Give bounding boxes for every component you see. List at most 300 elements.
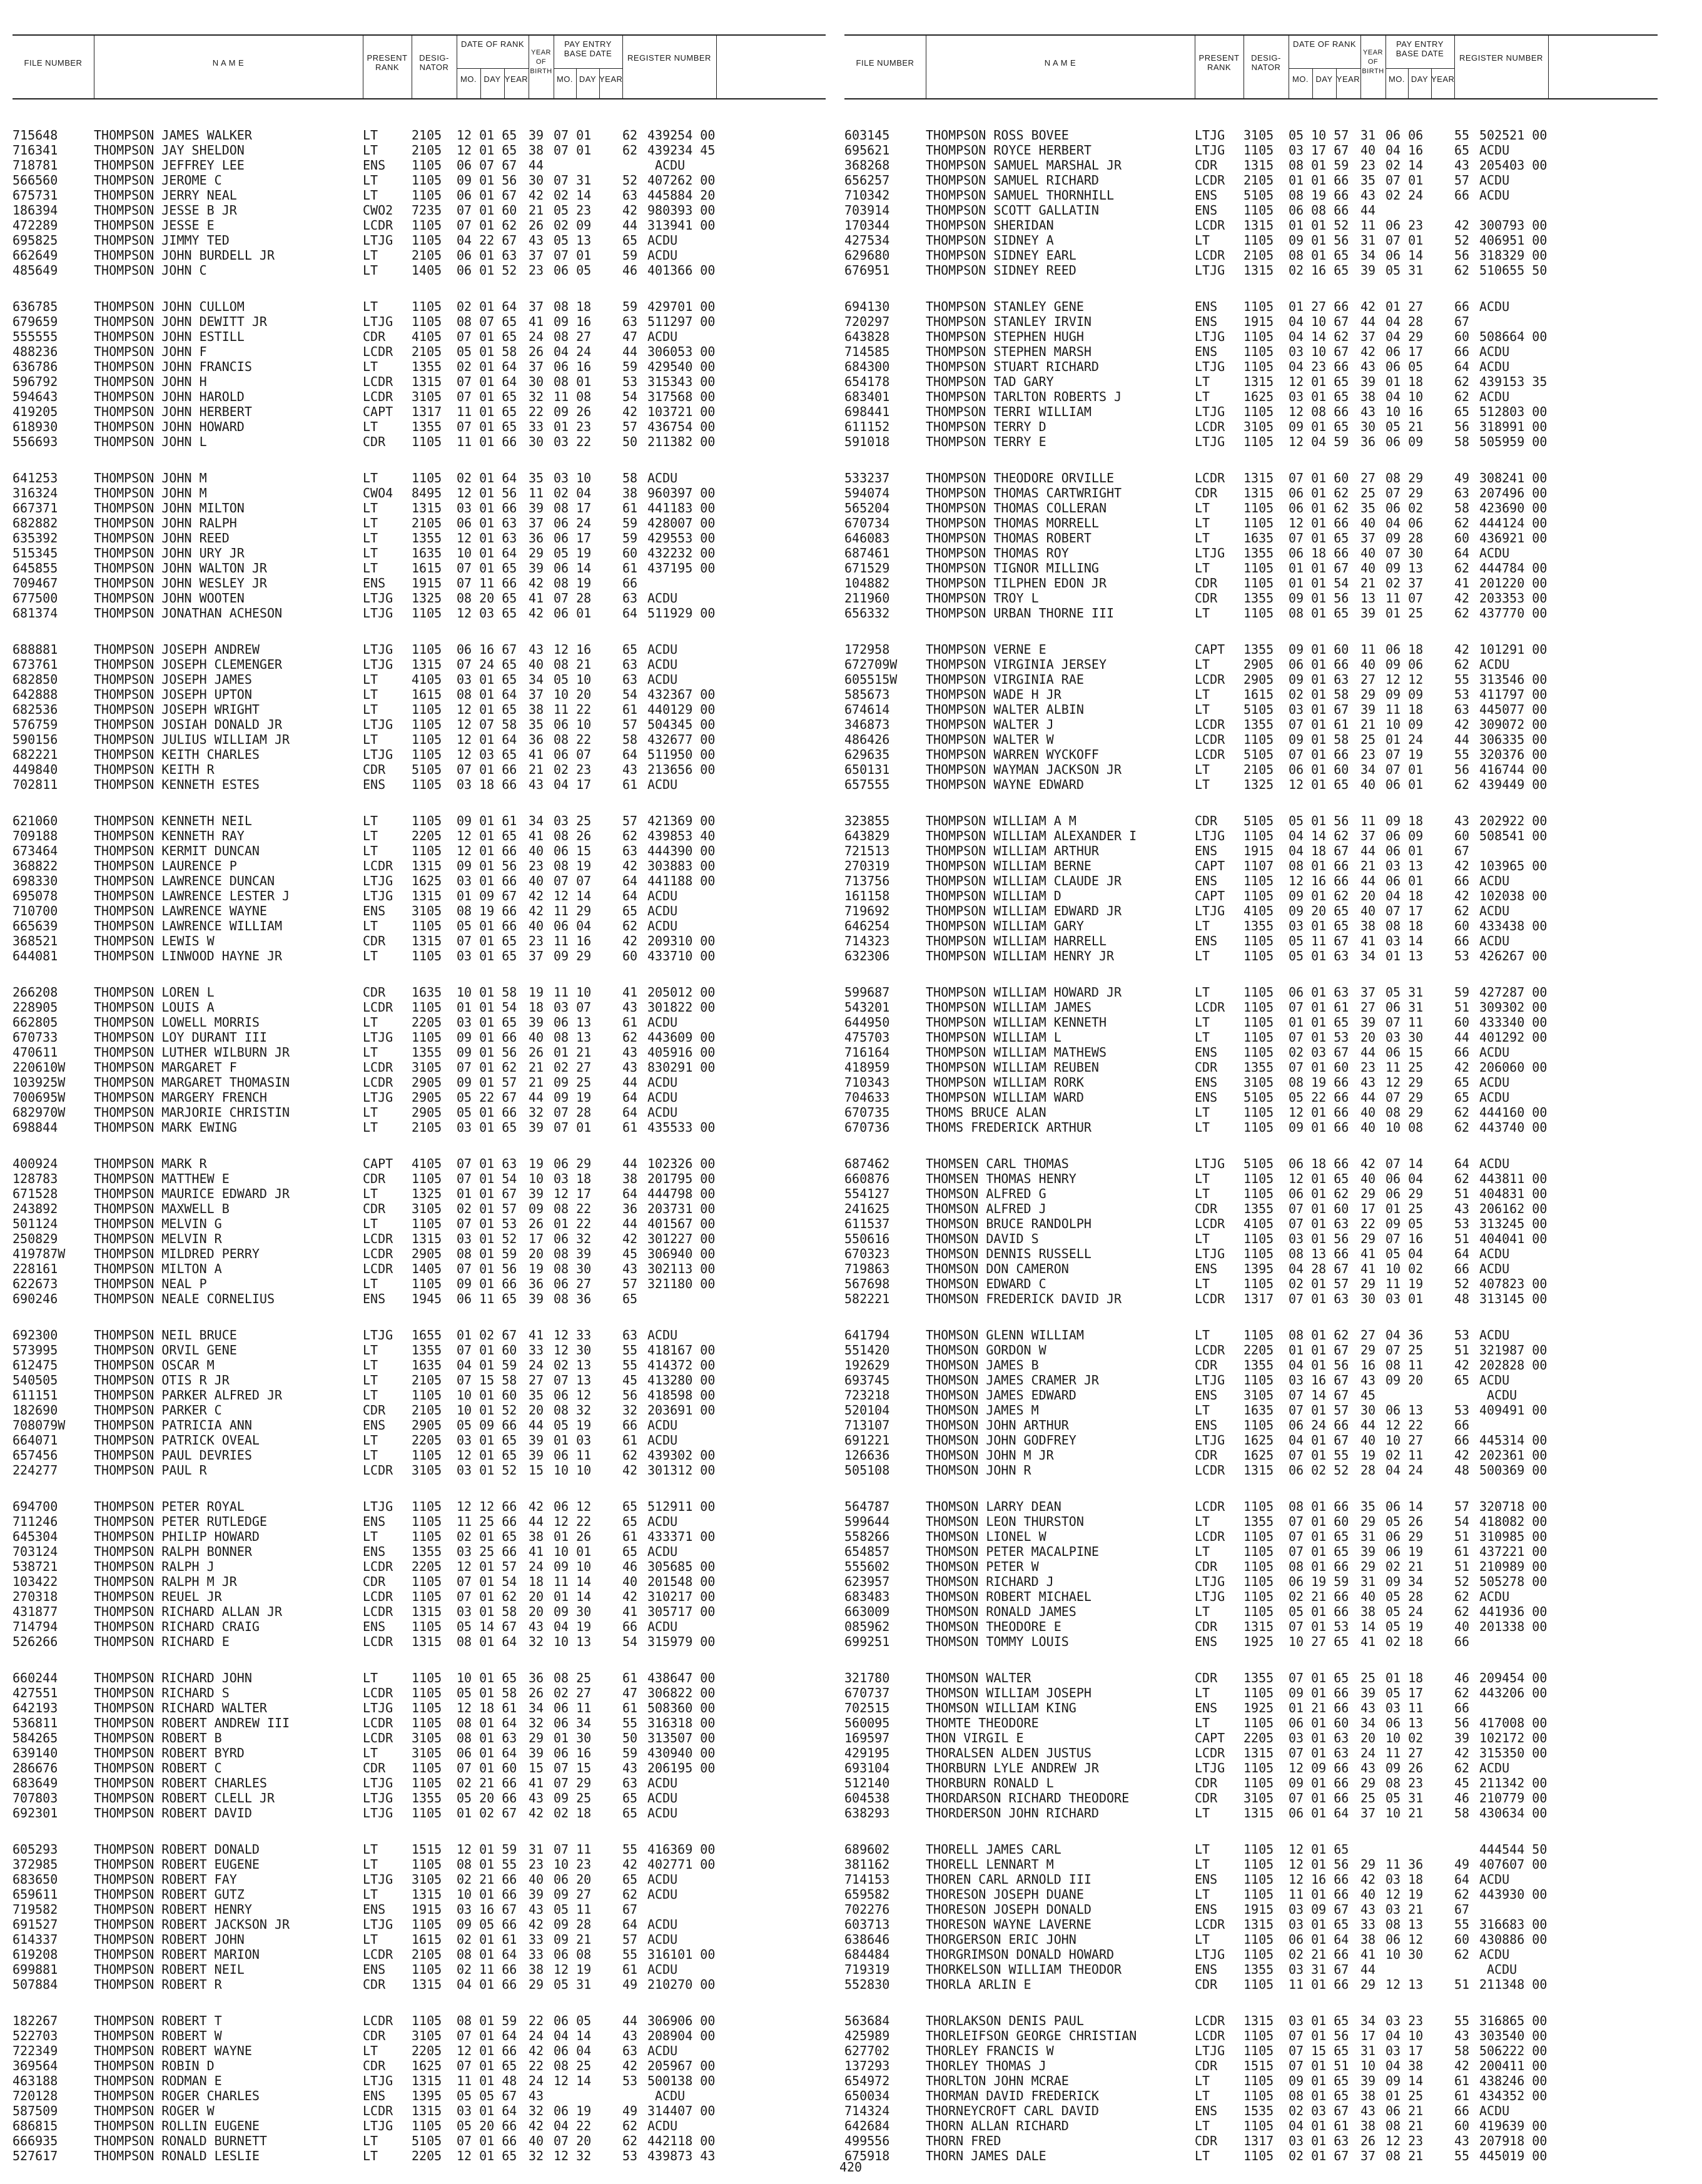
table-row bbox=[844, 1514, 1658, 1529]
register-number: ACDU bbox=[647, 1775, 678, 1790]
designator: 2905 bbox=[1244, 672, 1274, 687]
pay-entry-year: 62 bbox=[622, 128, 638, 143]
designator: 1635 bbox=[412, 985, 442, 1000]
designator: 1105 bbox=[412, 1700, 442, 1715]
register-number: ACDU bbox=[647, 1105, 678, 1120]
table-row bbox=[13, 747, 826, 762]
officer-name: THOMPSON MARGARET THOMASIN bbox=[94, 1075, 290, 1090]
officer-name: THOMSON JOHN GODFREY bbox=[926, 1433, 1076, 1448]
date-of-rank: 12 01 63 bbox=[457, 531, 517, 546]
pay-entry-year: 43 bbox=[1454, 1201, 1470, 1216]
date-of-rank: 03 01 65 bbox=[457, 1120, 517, 1135]
designator: 1625 bbox=[1244, 1448, 1274, 1463]
officer-name: THOMPSON JOHN L bbox=[94, 434, 207, 449]
designator: 1105 bbox=[412, 2013, 442, 2028]
register-number: 306906 00 bbox=[647, 2013, 716, 2028]
pay-entry-year: 49 bbox=[1454, 470, 1470, 485]
pay-entry-date: 11 14 bbox=[554, 1574, 592, 1589]
pay-entry-year: 52 bbox=[1454, 233, 1470, 248]
entry-block bbox=[13, 1328, 826, 1478]
present-rank: ENS bbox=[1195, 843, 1218, 858]
year-of-birth: 09 bbox=[529, 1201, 544, 1216]
table-row bbox=[13, 1186, 826, 1201]
year-of-birth: 35 bbox=[1360, 173, 1376, 188]
designator: 1105 bbox=[412, 314, 442, 329]
pay-entry-date: 09 14 bbox=[1385, 2073, 1424, 2088]
present-rank: LCDR bbox=[363, 374, 393, 389]
file-number: 657456 bbox=[13, 1448, 58, 1463]
officer-name: THOMPSON WILLIAM BERNE bbox=[926, 858, 1092, 873]
present-rank: CDR bbox=[363, 762, 386, 777]
pay-entry-year: 57 bbox=[622, 1276, 638, 1291]
header-year-of-birth: YEAR OF BIRTH bbox=[530, 49, 552, 75]
pay-entry-year: 43 bbox=[622, 1045, 638, 1060]
designator: 2905 bbox=[412, 1105, 442, 1120]
file-number: 591018 bbox=[844, 434, 890, 449]
year-of-birth: 42 bbox=[529, 188, 544, 203]
pay-entry-year: 62 bbox=[1454, 1589, 1470, 1604]
entry-block bbox=[13, 470, 826, 621]
file-number: 691221 bbox=[844, 1433, 890, 1448]
table-row bbox=[844, 516, 1658, 531]
officer-name: THOMPSON PATRICIA ANN bbox=[94, 1418, 252, 1433]
file-number: 719863 bbox=[844, 1261, 890, 1276]
right-table-header bbox=[844, 34, 1658, 99]
date-of-rank: 03 01 65 bbox=[457, 948, 517, 963]
designator: 3105 bbox=[412, 1872, 442, 1887]
table-row bbox=[844, 933, 1658, 948]
officer-name: THOMPSON STUART RICHARD bbox=[926, 359, 1099, 374]
register-number: 315350 00 bbox=[1479, 1745, 1548, 1760]
register-number: 320376 00 bbox=[1479, 747, 1548, 762]
pay-entry-date: 07 01 bbox=[1385, 762, 1424, 777]
table-row bbox=[13, 948, 826, 963]
pay-entry-date: 10 02 bbox=[1385, 1730, 1424, 1745]
table-row bbox=[13, 1276, 826, 1291]
present-rank: LTJG bbox=[1195, 1373, 1225, 1388]
officer-name: THOMPSON LEWIS W bbox=[94, 933, 215, 948]
designator: 5105 bbox=[1244, 813, 1274, 828]
table-row bbox=[844, 1902, 1658, 1917]
designator: 1105 bbox=[412, 1448, 442, 1463]
designator: 2105 bbox=[412, 248, 442, 263]
pay-entry-year: 64 bbox=[1454, 359, 1470, 374]
pay-entry-year: 60 bbox=[1454, 1015, 1470, 1030]
pay-entry-year: 52 bbox=[1454, 1574, 1470, 1589]
file-number: 670736 bbox=[844, 1120, 890, 1135]
year-of-birth: 39 bbox=[529, 1745, 544, 1760]
year-of-birth: 23 bbox=[529, 263, 544, 278]
present-rank: CDR bbox=[363, 1171, 386, 1186]
file-number: 381162 bbox=[844, 1857, 890, 1872]
present-rank: CDR bbox=[1195, 1060, 1218, 1075]
file-number: 161158 bbox=[844, 888, 890, 903]
date-of-rank: 07 01 62 bbox=[457, 1060, 517, 1075]
officer-name: THOMPSON STANLEY IRVIN bbox=[926, 314, 1092, 329]
register-number bbox=[1479, 1700, 1573, 1715]
register-number: ACDU bbox=[1479, 933, 1510, 948]
pay-entry-year: 42 bbox=[1454, 591, 1470, 606]
year-of-birth: 18 bbox=[529, 1574, 544, 1589]
officer-name: THORLEIFSON GEORGE CHRISTIAN bbox=[926, 2028, 1137, 2043]
header-day: DAY bbox=[1315, 74, 1333, 84]
pay-entry-date: 06 09 bbox=[1385, 434, 1424, 449]
table-row bbox=[13, 516, 826, 531]
year-of-birth: 40 bbox=[1360, 516, 1376, 531]
designator: 1105 bbox=[412, 434, 442, 449]
officer-name: THOMPSON ROBERT B bbox=[94, 1730, 222, 1745]
pay-entry-date: 08 13 bbox=[1385, 1917, 1424, 1932]
header-file-number: FILE NUMBER bbox=[856, 58, 914, 68]
register-number: 508360 00 bbox=[647, 1700, 716, 1715]
file-number: 677500 bbox=[13, 591, 58, 606]
file-number: 645855 bbox=[13, 561, 58, 576]
pay-entry-date: 12 23 bbox=[1385, 2133, 1424, 2148]
file-number: 368822 bbox=[13, 858, 58, 873]
register-number: 310217 00 bbox=[647, 1589, 716, 1604]
register-number: ACDU bbox=[647, 1418, 678, 1433]
pay-entry-year: 52 bbox=[1454, 1276, 1470, 1291]
pay-entry-year: 43 bbox=[622, 1000, 638, 1015]
designator: 1405 bbox=[412, 1261, 442, 1276]
pay-entry-date: 06 15 bbox=[1385, 1045, 1424, 1060]
pay-entry-date: 08 17 bbox=[554, 500, 592, 516]
pay-entry-date: 02 14 bbox=[1385, 158, 1424, 173]
designator: 1105 bbox=[412, 1962, 442, 1977]
file-number: 566560 bbox=[13, 173, 58, 188]
present-rank: ENS bbox=[363, 576, 386, 591]
year-of-birth: 24 bbox=[529, 329, 544, 344]
pay-entry-date: 09 16 bbox=[554, 314, 592, 329]
header-designator: DESIG-NATOR bbox=[1251, 53, 1281, 72]
table-row bbox=[844, 747, 1658, 762]
year-of-birth: 39 bbox=[529, 1291, 544, 1306]
present-rank: LT bbox=[1195, 2118, 1210, 2133]
designator: 1105 bbox=[1244, 1589, 1274, 1604]
present-rank: LT bbox=[363, 1373, 378, 1388]
year-of-birth: 40 bbox=[1360, 1105, 1376, 1120]
date-of-rank: 03 01 52 bbox=[457, 1463, 517, 1478]
date-of-rank: 06 01 63 bbox=[457, 248, 517, 263]
register-number: 435533 00 bbox=[647, 1120, 716, 1135]
date-of-rank: 05 01 56 bbox=[1289, 813, 1349, 828]
pay-entry-year: 42 bbox=[1454, 218, 1470, 233]
table-row bbox=[13, 404, 826, 419]
register-number: 208904 00 bbox=[647, 2028, 716, 2043]
table-row bbox=[844, 2118, 1658, 2133]
present-rank: LTJG bbox=[1195, 434, 1225, 449]
date-of-rank: 12 01 66 bbox=[1289, 1105, 1349, 1120]
date-of-rank: 07 01 54 bbox=[457, 1574, 517, 1589]
present-rank: LT bbox=[363, 1105, 378, 1120]
pay-entry-date: 08 22 bbox=[554, 732, 592, 747]
pay-entry-date: 06 13 bbox=[554, 1015, 592, 1030]
officer-name: THOMPSON JEFFREY LEE bbox=[94, 158, 245, 173]
year-of-birth: 41 bbox=[529, 314, 544, 329]
officer-name: THOMPSON JAMES WALKER bbox=[94, 128, 252, 143]
date-of-rank: 03 01 67 bbox=[1289, 702, 1349, 717]
pay-entry-date: 12 16 bbox=[554, 642, 592, 657]
officer-name: THOMPSON SAMUEL MARSHAL JR bbox=[926, 158, 1122, 173]
pay-entry-date: 03 30 bbox=[1385, 1030, 1424, 1045]
year-of-birth: 44 bbox=[529, 1090, 544, 1105]
pay-entry-date: 11 08 bbox=[554, 389, 592, 404]
file-number: 702276 bbox=[844, 1902, 890, 1917]
pay-entry-date: 08 19 bbox=[554, 858, 592, 873]
year-of-birth: 25 bbox=[1360, 732, 1376, 747]
present-rank: LTJG bbox=[1195, 128, 1225, 143]
year-of-birth: 44 bbox=[529, 1514, 544, 1529]
designator: 1105 bbox=[1244, 1373, 1274, 1388]
file-number: 636785 bbox=[13, 299, 58, 314]
year-of-birth: 24 bbox=[529, 2028, 544, 2043]
designator: 1105 bbox=[1244, 873, 1274, 888]
left-column bbox=[13, 34, 826, 2163]
year-of-birth: 41 bbox=[529, 1775, 544, 1790]
present-rank: LCDR bbox=[363, 1246, 393, 1261]
pay-entry-year: 62 bbox=[622, 2133, 638, 2148]
officer-name: THOMPSON SIDNEY REED bbox=[926, 263, 1076, 278]
officer-name: THOMSON GLENN WILLIAM bbox=[926, 1328, 1084, 1343]
designator: 1105 bbox=[1244, 1105, 1274, 1120]
file-number: 638293 bbox=[844, 1806, 890, 1821]
date-of-rank: 06 01 62 bbox=[1289, 500, 1349, 516]
present-rank: LT bbox=[1195, 1715, 1210, 1730]
year-of-birth: 18 bbox=[529, 1000, 544, 1015]
file-number: 714153 bbox=[844, 1872, 890, 1887]
pay-entry-year: 60 bbox=[622, 546, 638, 561]
date-of-rank: 06 24 66 bbox=[1289, 1418, 1349, 1433]
designator: 1315 bbox=[412, 1231, 442, 1246]
year-of-birth: 11 bbox=[1360, 642, 1376, 657]
table-row bbox=[844, 1015, 1658, 1030]
file-number: 635392 bbox=[13, 531, 58, 546]
year-of-birth: 31 bbox=[1360, 1574, 1376, 1589]
table-row bbox=[13, 1730, 826, 1745]
present-rank: LT bbox=[1195, 687, 1210, 702]
designator: 1915 bbox=[412, 1902, 442, 1917]
pay-entry-year: 53 bbox=[1454, 1328, 1470, 1343]
table-row bbox=[13, 2028, 826, 2043]
table-row bbox=[13, 1120, 826, 1135]
pay-entry-date: 11 29 bbox=[554, 903, 592, 918]
table-row bbox=[13, 672, 826, 687]
file-number: 710342 bbox=[844, 188, 890, 203]
pay-entry-date: 08 13 bbox=[554, 1030, 592, 1045]
pay-entry-date: 02 27 bbox=[554, 1685, 592, 1700]
year-of-birth: 26 bbox=[529, 1685, 544, 1700]
register-number: ACDU bbox=[1479, 1373, 1510, 1388]
pay-entry-date: 07 29 bbox=[1385, 485, 1424, 500]
table-row bbox=[844, 858, 1658, 873]
present-rank: LTJG bbox=[1195, 1947, 1225, 1962]
present-rank: LT bbox=[363, 1529, 378, 1544]
date-of-rank: 03 01 65 bbox=[1289, 918, 1349, 933]
register-number: 402771 00 bbox=[647, 1857, 716, 1872]
register-number: 207918 00 bbox=[1479, 2133, 1548, 2148]
year-of-birth: 29 bbox=[1360, 1231, 1376, 1246]
register-number: 504345 00 bbox=[647, 717, 716, 732]
year-of-birth: 42 bbox=[529, 1499, 544, 1514]
designator: 2105 bbox=[412, 344, 442, 359]
year-of-birth: 27 bbox=[1360, 470, 1376, 485]
pay-entry-year: 62 bbox=[1454, 516, 1470, 531]
table-row bbox=[844, 1857, 1658, 1872]
pay-entry-year: 57 bbox=[622, 813, 638, 828]
officer-name: THOMPSON LAWRENCE DUNCAN bbox=[94, 873, 275, 888]
officer-name: THOMPSON THOMAS ROY bbox=[926, 546, 1069, 561]
designator: 2105 bbox=[1244, 173, 1274, 188]
officer-name: THOMPSON JAY SHELDON bbox=[94, 143, 245, 158]
date-of-rank: 03 09 67 bbox=[1289, 1902, 1349, 1917]
table-row bbox=[13, 762, 826, 777]
year-of-birth: 40 bbox=[1360, 903, 1376, 918]
register-number: ACDU bbox=[647, 2088, 686, 2103]
file-number: 611152 bbox=[844, 419, 890, 434]
year-of-birth: 42 bbox=[1360, 344, 1376, 359]
table-row bbox=[844, 299, 1658, 314]
table-row bbox=[844, 1120, 1658, 1135]
pay-entry-date: 04 06 bbox=[1385, 516, 1424, 531]
designator: 1317 bbox=[1244, 1291, 1274, 1306]
designator: 1625 bbox=[412, 873, 442, 888]
officer-name: THOMPSON JOSEPH CLEMENGER bbox=[94, 657, 283, 672]
pay-entry-date: 12 32 bbox=[554, 2148, 592, 2163]
present-rank: LTJG bbox=[1195, 1574, 1225, 1589]
year-of-birth: 21 bbox=[529, 762, 544, 777]
officer-name: THOMPSON ROBERT HENRY bbox=[94, 1902, 252, 1917]
officer-name: THOMSON LARRY DEAN bbox=[926, 1499, 1061, 1514]
officer-name: THOMPSON RICHARD JOHN bbox=[94, 1670, 252, 1685]
pay-entry-date: 09 25 bbox=[554, 1790, 592, 1806]
table-row bbox=[844, 248, 1658, 263]
present-rank: ENS bbox=[363, 777, 386, 792]
designator: 1925 bbox=[1244, 1634, 1274, 1649]
pay-entry-date: 06 16 bbox=[554, 359, 592, 374]
register-number: 210270 00 bbox=[647, 1977, 716, 1992]
pay-entry-year: 42 bbox=[622, 2058, 638, 2073]
file-number: 618930 bbox=[13, 419, 58, 434]
pay-entry-date: 09 30 bbox=[554, 1604, 592, 1619]
pay-entry-year: 47 bbox=[622, 1685, 638, 1700]
designator: 1105 bbox=[412, 188, 442, 203]
entry-block bbox=[844, 1156, 1658, 1306]
pay-entry-year: 43 bbox=[622, 762, 638, 777]
date-of-rank: 02 01 64 bbox=[457, 299, 517, 314]
designator: 1945 bbox=[412, 1291, 442, 1306]
pay-entry-date: 09 20 bbox=[1385, 1373, 1424, 1388]
year-of-birth: 26 bbox=[1360, 2133, 1376, 2148]
year-of-birth: 29 bbox=[1360, 1514, 1376, 1529]
officer-name: THOMPSON STEPHEN HUGH bbox=[926, 329, 1084, 344]
register-number: 306335 00 bbox=[1479, 732, 1548, 747]
present-rank: ENS bbox=[363, 1544, 386, 1559]
pay-entry-year: 61 bbox=[622, 561, 638, 576]
present-rank: LT bbox=[1195, 500, 1210, 516]
file-number: 714794 bbox=[13, 1619, 58, 1634]
date-of-rank: 07 01 63 bbox=[1289, 1291, 1349, 1306]
officer-name: THOMPSON WADE H JR bbox=[926, 687, 1061, 702]
year-of-birth: 41 bbox=[1360, 1246, 1376, 1261]
designator: 1105 bbox=[412, 747, 442, 762]
present-rank: LT bbox=[363, 173, 378, 188]
pay-entry-date: 05 19 bbox=[554, 1418, 592, 1433]
table-row bbox=[13, 1171, 826, 1186]
date-of-rank: 07 01 65 bbox=[457, 329, 517, 344]
pay-entry-date: 09 28 bbox=[554, 1917, 592, 1932]
table-row bbox=[13, 203, 826, 218]
pay-entry-date: 06 24 bbox=[554, 516, 592, 531]
register-number: 401292 00 bbox=[1479, 1030, 1548, 1045]
file-number: 718781 bbox=[13, 158, 58, 173]
designator: 1925 bbox=[1244, 1700, 1274, 1715]
register-number: 210779 00 bbox=[1479, 1790, 1548, 1806]
entry-block bbox=[13, 813, 826, 963]
year-of-birth: 43 bbox=[1360, 188, 1376, 203]
pay-entry-date: 09 28 bbox=[1385, 531, 1424, 546]
pay-entry-date: 02 18 bbox=[1385, 1634, 1424, 1649]
date-of-rank: 03 18 66 bbox=[457, 777, 517, 792]
officer-name: THOMPSON RICHARD S bbox=[94, 1685, 230, 1700]
pay-entry-year: 65 bbox=[622, 1499, 638, 1514]
officer-name: THORBURN LYLE ANDREW JR bbox=[926, 1760, 1099, 1775]
present-rank: CDR bbox=[1195, 1790, 1218, 1806]
officer-name: THOMPSON MARJORIE CHRISTIN bbox=[94, 1105, 290, 1120]
designator: 4105 bbox=[412, 329, 442, 344]
designator: 3105 bbox=[412, 1745, 442, 1760]
year-of-birth: 26 bbox=[529, 344, 544, 359]
table-row bbox=[13, 1917, 826, 1932]
pay-entry-date: 08 25 bbox=[554, 1670, 592, 1685]
date-of-rank: 03 01 65 bbox=[1289, 1917, 1349, 1932]
table-row bbox=[13, 1388, 826, 1403]
pay-entry-year: 57 bbox=[1454, 173, 1470, 188]
pay-entry-year: 53 bbox=[1454, 948, 1470, 963]
designator: 1315 bbox=[412, 1977, 442, 1992]
present-rank: LTJG bbox=[363, 1499, 393, 1514]
register-number: ACDU bbox=[647, 1075, 678, 1090]
date-of-rank: 07 14 67 bbox=[1289, 1388, 1349, 1403]
file-number: 671528 bbox=[13, 1186, 58, 1201]
table-row bbox=[13, 1499, 826, 1514]
table-row bbox=[844, 419, 1658, 434]
officer-name: THOMPSON WILLIAM A M bbox=[926, 813, 1076, 828]
officer-name: THOMPSON SHERIDAN bbox=[926, 218, 1054, 233]
designator: 1325 bbox=[412, 591, 442, 606]
date-of-rank: 05 01 58 bbox=[457, 344, 517, 359]
register-number: 202828 00 bbox=[1479, 1358, 1548, 1373]
pay-entry-year: 66 bbox=[1454, 933, 1470, 948]
table-row bbox=[844, 2088, 1658, 2103]
pay-entry-date: 06 27 bbox=[554, 1276, 592, 1291]
present-rank: ENS bbox=[363, 1291, 386, 1306]
officer-name: THOMS BRUCE ALAN bbox=[926, 1105, 1046, 1120]
year-of-birth: 45 bbox=[1360, 1388, 1376, 1403]
designator: 1315 bbox=[412, 1634, 442, 1649]
year-of-birth: 43 bbox=[529, 777, 544, 792]
year-of-birth: 44 bbox=[529, 158, 544, 173]
file-number: 211960 bbox=[844, 591, 890, 606]
register-number bbox=[1479, 1902, 1573, 1917]
file-number: 723218 bbox=[844, 1388, 890, 1403]
pay-entry-year bbox=[622, 158, 647, 173]
date-of-rank: 01 01 67 bbox=[1289, 561, 1349, 576]
pay-entry-year: 64 bbox=[622, 747, 638, 762]
date-of-rank: 10 27 65 bbox=[1289, 1634, 1349, 1649]
date-of-rank: 07 01 60 bbox=[1289, 1201, 1349, 1216]
pay-entry-year: 62 bbox=[622, 143, 638, 158]
pay-entry-year: 42 bbox=[622, 404, 638, 419]
